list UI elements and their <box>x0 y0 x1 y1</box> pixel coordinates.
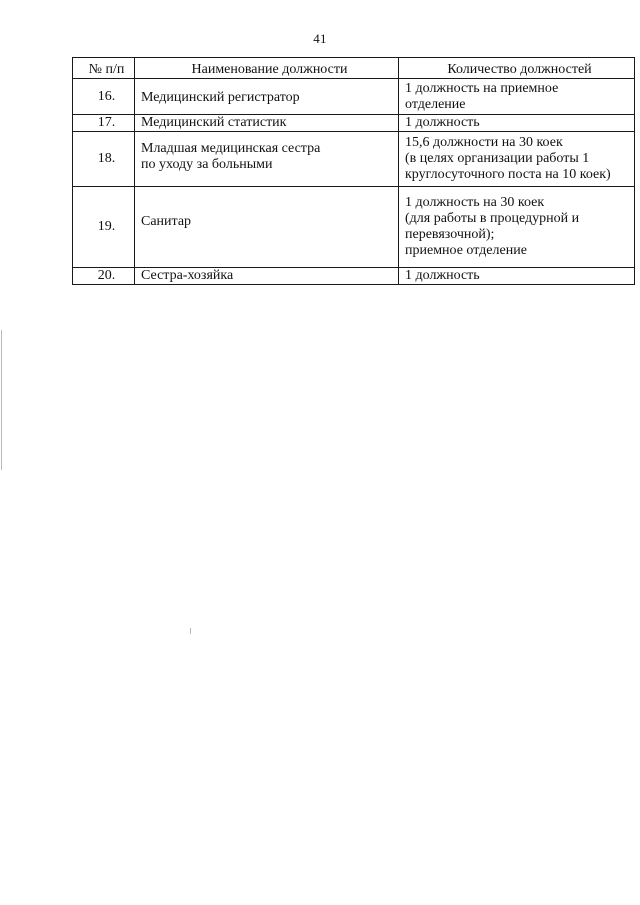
row-number: 19. <box>73 187 135 268</box>
table-header <box>73 58 635 79</box>
position-count: 1 должность на 30 коек (для работы в процедурной и перевязочной); приемное отделение <box>399 187 635 268</box>
row-number: 18. <box>73 132 135 187</box>
position-name: Сестра-хозяйка <box>135 268 399 285</box>
header-number: № п/п <box>73 58 135 79</box>
staff-positions-table <box>72 57 635 285</box>
position-name: Санитар <box>135 187 399 268</box>
header-row <box>73 58 635 79</box>
table-row <box>73 268 635 285</box>
row-number: 17. <box>73 115 135 132</box>
position-name: Медицинский регистратор <box>135 79 399 115</box>
scan-dust-mark <box>190 628 191 634</box>
position-count: 1 должность <box>399 115 635 132</box>
table-row <box>73 79 635 115</box>
header-position-count: Количество должностей <box>399 58 635 79</box>
table-row <box>73 115 635 132</box>
table-body <box>73 79 635 285</box>
page-number: 41 <box>313 31 327 46</box>
table-row <box>73 187 635 268</box>
position-count: 1 должность <box>399 268 635 285</box>
position-count: 1 должность на приемное отделение <box>399 79 635 115</box>
position-name: Медицинский статистик <box>135 115 399 132</box>
position-count: 15,6 должности на 30 коек (в целях организации работы 1 круглосуточного поста на 10 коек) <box>399 132 635 187</box>
row-number: 16. <box>73 79 135 115</box>
header-position-name: Наименование должности <box>135 58 399 79</box>
row-number: 20. <box>73 268 135 285</box>
table-row <box>73 132 635 187</box>
position-name: Младшая медицинская сестра по уходу за больными <box>135 132 399 187</box>
scan-edge-mark <box>1 330 2 470</box>
